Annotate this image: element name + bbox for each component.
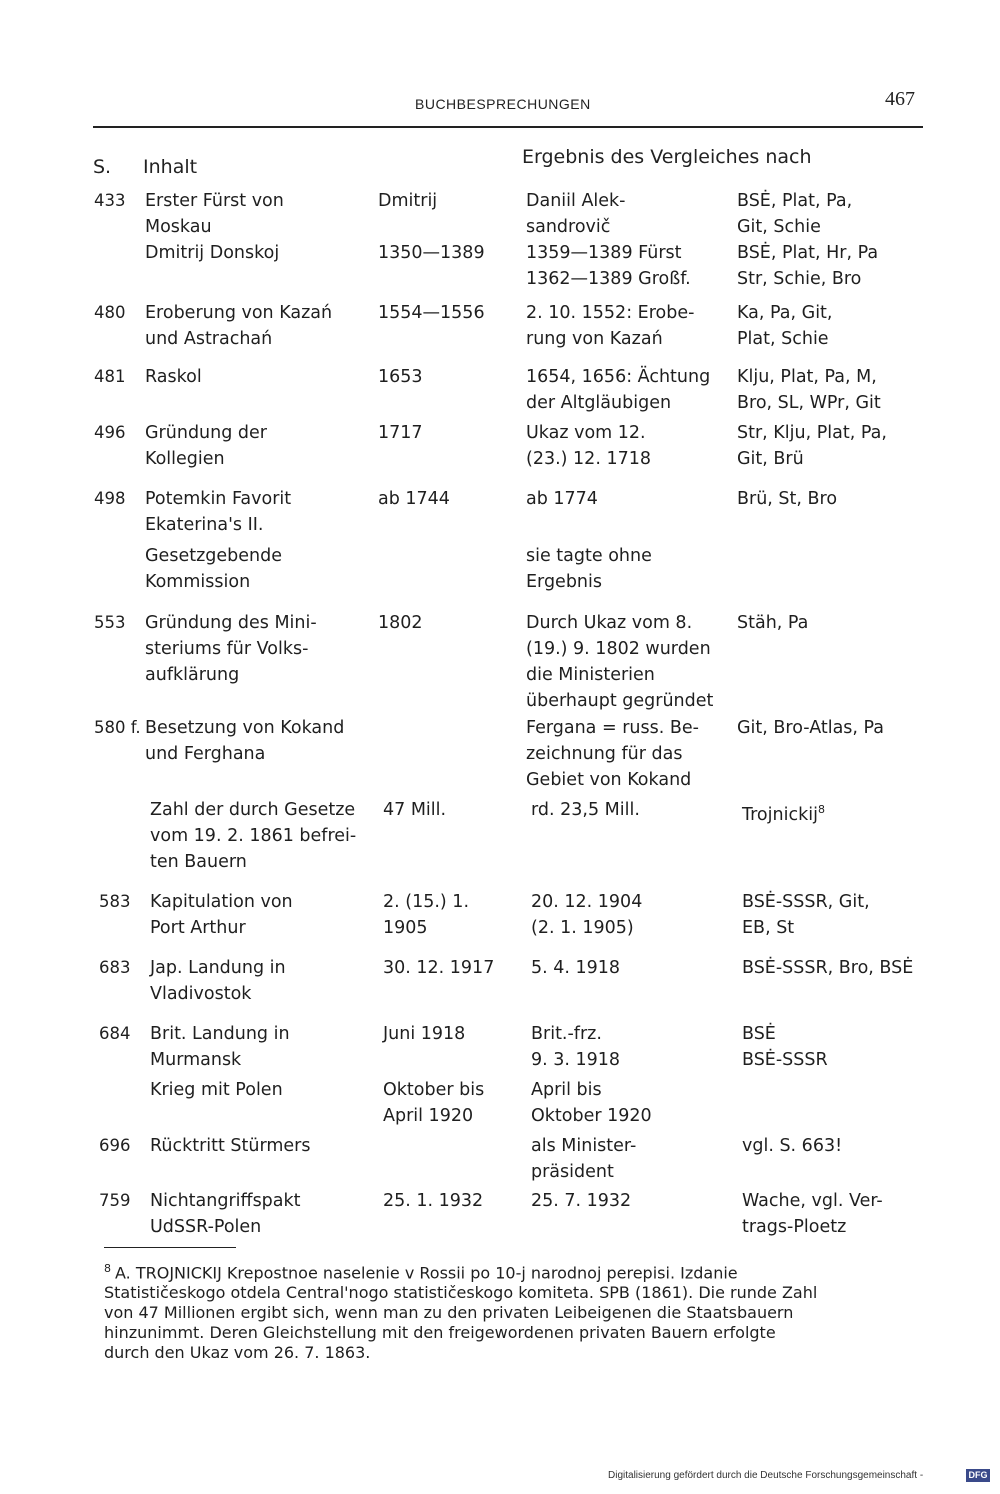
table-cell-result: Daniil Alek- xyxy=(526,191,626,211)
table-cell-content: und Astrachań xyxy=(145,329,273,349)
table-cell-date: 2. (15.) 1. xyxy=(383,892,470,912)
table-cell-date: Juni 1918 xyxy=(383,1024,466,1044)
table-cell-result: 9. 3. 1918 xyxy=(531,1050,621,1070)
digitization-credit: Digitalisierung gefördert durch die Deutsche Forschungsgemeinschaft - xyxy=(608,1470,924,1481)
table-cell-content: Krieg mit Polen xyxy=(150,1080,283,1100)
footnote xyxy=(104,1259,934,1363)
table-cell-date: April 1920 xyxy=(383,1106,474,1126)
table-cell-result: 1359—1389 Fürst xyxy=(526,243,682,263)
table-cell-sources: BSĖ-SSSR, Bro, BSĖ xyxy=(742,958,914,978)
table-cell-result: rd. 23,5 Mill. xyxy=(531,800,640,820)
table-cell-sources: Ka, Pa, Git, xyxy=(737,303,833,323)
table-cell-content: Eroberung von Kazań xyxy=(145,303,333,323)
table-cell-sources: Wache, vgl. Ver- xyxy=(742,1191,883,1211)
table-cell-result: 2. 10. 1552: Erobe- xyxy=(526,303,695,323)
table-cell-page: 496 xyxy=(94,423,126,442)
table-cell-result: (23.) 12. 1718 xyxy=(526,449,651,469)
table-cell-result: sie tagte ohne xyxy=(526,546,652,566)
table-cell-page: 553 xyxy=(94,613,126,632)
table-cell-result: 25. 7. 1932 xyxy=(531,1191,632,1211)
table-cell-result: sandrovič xyxy=(526,217,611,237)
table-cell-content: Jap. Landung in xyxy=(150,958,286,978)
table-cell-content: Gründung der xyxy=(145,423,267,443)
table-cell-content: Besetzung von Kokand xyxy=(145,718,345,738)
table-cell-sources: Git, Brü xyxy=(737,449,804,469)
table-cell-sources: Git, Schie xyxy=(737,217,821,237)
table-cell-result: 5. 4. 1918 xyxy=(531,958,621,978)
column-header-result: Ergebnis des Vergleiches nach xyxy=(522,146,812,168)
table-cell-sources: Klju, Plat, Pa, M, xyxy=(737,367,877,387)
table-cell-page: 481 xyxy=(94,367,126,386)
table-cell-content: Murmansk xyxy=(150,1050,242,1070)
table-cell-date: 30. 12. 1917 xyxy=(383,958,495,978)
table-cell-result: als Minister- xyxy=(531,1136,637,1156)
table-cell-result: Gebiet von Kokand xyxy=(526,770,692,790)
table-cell-page: 498 xyxy=(94,489,126,508)
table-cell-sources: BSĖ-SSSR, Git, xyxy=(742,892,870,912)
table-cell-result: Durch Ukaz vom 8. xyxy=(526,613,693,633)
table-cell-page: 480 xyxy=(94,303,126,322)
page-number: 467 xyxy=(885,88,915,110)
table-cell-date: 1350—1389 xyxy=(378,243,485,263)
table-cell-result: (2. 1. 1905) xyxy=(531,918,634,938)
table-cell-sources: Plat, Schie xyxy=(737,329,829,349)
footnote-line: $^8$ A. TROJNICKIJ Krepostnoe naselenie v Rossii po 10-j narodnoj perepisi. Izdanie xyxy=(104,1262,738,1283)
table-cell-content: UdSSR-Polen xyxy=(150,1217,262,1237)
table-cell-content: Kollegien xyxy=(145,449,225,469)
table-cell-sources: EB, St xyxy=(742,918,795,938)
table-cell-result: Fergana = russ. Be- xyxy=(526,718,699,738)
table-cell-page: 580 f. xyxy=(94,718,141,737)
table-cell-result: Brit.-frz. xyxy=(531,1024,602,1044)
table-cell-content: Ekaterina's II. xyxy=(145,515,264,535)
table-cell-result: der Altgläubigen xyxy=(526,393,672,413)
dfg-logo: DFG xyxy=(966,1469,990,1482)
table-cell-page: 696 xyxy=(99,1136,131,1155)
table-cell-result: 1362—1389 Großf. xyxy=(526,269,691,289)
table-cell-page: 759 xyxy=(99,1191,131,1210)
table-cell-result: 20. 12. 1904 xyxy=(531,892,643,912)
table-cell-date: 1554—1556 xyxy=(378,303,485,323)
table-cell-content: Rücktritt Stürmers xyxy=(150,1136,311,1156)
table-cell-content: steriums für Volks- xyxy=(145,639,309,659)
table-cell-result: 1654, 1656: Ächtung xyxy=(526,367,711,387)
table-cell-content: Kommission xyxy=(145,572,251,592)
table-cell-page: 583 xyxy=(99,892,131,911)
table-cell-content: ten Bauern xyxy=(150,852,247,872)
table-cell-date: 47 Mill. xyxy=(383,800,447,820)
table-cell-content: aufklärung xyxy=(145,665,240,685)
table-cell-result: rung von Kazań xyxy=(526,329,663,349)
table-cell-page: 684 xyxy=(99,1024,131,1043)
table-cell-date: 1653 xyxy=(378,367,423,387)
table-cell-content: Erster Fürst von xyxy=(145,191,284,211)
table-cell-content: Brit. Landung in xyxy=(150,1024,290,1044)
table-cell-sources: Stäh, Pa xyxy=(737,613,809,633)
table-cell-content: Raskol xyxy=(145,367,202,387)
table-cell-date: 25. 1. 1932 xyxy=(383,1191,484,1211)
table-cell-content: Kapitulation von xyxy=(150,892,293,912)
table-cell-result: April bis xyxy=(531,1080,602,1100)
table-cell-content: Gesetzgebende xyxy=(145,546,282,566)
running-title: BUCHBESPRECHUNGEN xyxy=(415,96,591,112)
table-cell-sources: Str, Schie, Bro xyxy=(737,269,862,289)
column-header-content: Inhalt xyxy=(143,156,198,178)
table-cell-content: und Ferghana xyxy=(145,744,266,764)
table-cell-page: 433 xyxy=(94,191,126,210)
table-cell-content: vom 19. 2. 1861 befrei- xyxy=(150,826,357,846)
table-cell-result: (19.) 9. 1802 wurden xyxy=(526,639,711,659)
table-cell-sources: trags-Ploetz xyxy=(742,1217,847,1237)
table-cell-date: Dmitrij xyxy=(378,191,438,211)
table-cell-sources: BSĖ, Plat, Pa, xyxy=(737,191,853,211)
table-cell-result: Oktober 1920 xyxy=(531,1106,652,1126)
table-cell-sources: Str, Klju, Plat, Pa, xyxy=(737,423,887,443)
column-header-page: S. xyxy=(93,156,112,178)
table-cell-date: Oktober bis xyxy=(383,1080,485,1100)
footnote-marker: 8 xyxy=(104,1262,111,1275)
table-cell-result: die Ministerien xyxy=(526,665,655,685)
table-cell-result: zeichnung für das xyxy=(526,744,683,764)
table-cell-content: Dmitrij Donskoj xyxy=(145,243,280,263)
table-cell-content: Gründung des Mini- xyxy=(145,613,317,633)
table-cell-content: Zahl der durch Gesetze xyxy=(150,800,356,820)
table-cell-sources: Brü, St, Bro xyxy=(737,489,838,509)
table-cell-date: 1717 xyxy=(378,423,423,443)
table-cell-sources: BSĖ xyxy=(742,1024,776,1044)
table-cell-content: Port Arthur xyxy=(150,918,246,938)
table-cell-content: Potemkin Favorit xyxy=(145,489,292,509)
footnote-rule xyxy=(104,1247,236,1248)
table-cell-sources: BSĖ, Plat, Hr, Pa xyxy=(737,243,879,263)
table-cell-sources: Trojnickij$^8$ xyxy=(742,803,825,825)
table-cell-sources: vgl. S. 663! xyxy=(742,1136,843,1156)
footnote-reference: 8 xyxy=(817,803,825,816)
footnote-line: von 47 Millionen ergibt sich, wenn man zu den privaten Leibeigenen die Staatsbauern xyxy=(104,1303,794,1323)
footnote-line: hinzunimmt. Deren Gleichstellung mit den freigewordenen privaten Bauern erfolgte xyxy=(104,1323,776,1343)
table-cell-content: Nichtangriffspakt xyxy=(150,1191,301,1211)
table-cell-sources: Bro, SL, WPr, Git xyxy=(737,393,881,413)
table-cell-result: präsident xyxy=(531,1162,614,1182)
table-cell-result: Ergebnis xyxy=(526,572,602,592)
table-cell-sources: BSĖ-SSSR xyxy=(742,1050,828,1070)
footnote-line: Statističeskogo otdela Central'nogo statističeskogo komiteta. SPB (1861). Die runde Zahl xyxy=(104,1283,818,1303)
table-cell-content: Moskau xyxy=(145,217,212,237)
table-cell-content: Vladivostok xyxy=(150,984,252,1004)
table-cell-page: 683 xyxy=(99,958,131,977)
table-cell-date: ab 1744 xyxy=(378,489,450,509)
table-cell-result: Ukaz vom 12. xyxy=(526,423,646,443)
header-rule xyxy=(93,126,923,128)
table-cell-result: ab 1774 xyxy=(526,489,598,509)
table-cell-date: 1802 xyxy=(378,613,423,633)
table-cell-result: überhaupt gegründet xyxy=(526,691,714,711)
table-cell-sources: Git, Bro-Atlas, Pa xyxy=(737,718,885,738)
table-cell-date: 1905 xyxy=(383,918,428,938)
footnote-line: durch den Ukaz vom 26. 7. 1863. xyxy=(104,1343,371,1363)
